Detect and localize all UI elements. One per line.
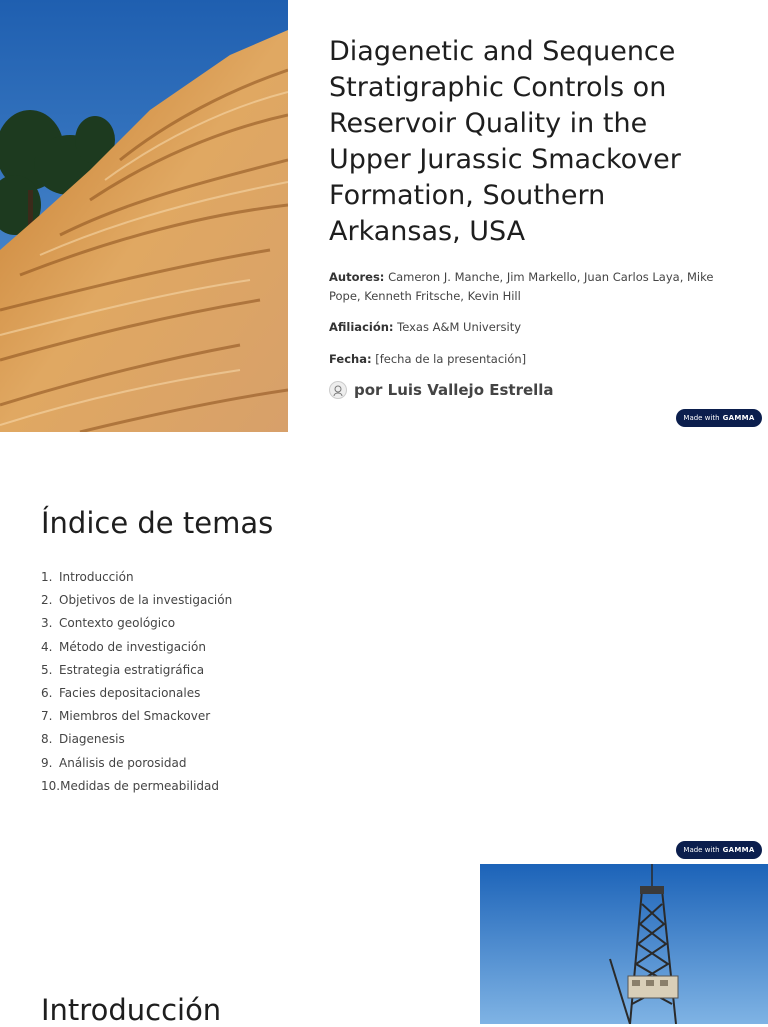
toc-item-number: 3. [41,616,53,631]
sandstone-rock-image [0,0,288,432]
toc-item-number: 6. [41,685,53,700]
toc-slide [0,432,768,864]
intro-slide [0,864,768,1027]
badge-brand: GAMMA [722,414,755,422]
badge-prefix: Made with [683,846,720,854]
toc-item-label: Facies depositacionales [59,685,201,700]
toc-item-label: Análisis de porosidad [59,755,187,770]
toc-item-number: 9. [41,755,53,770]
presenter-line [329,381,554,399]
toc-item-number: 2. [41,593,53,608]
toc-item-label: Contexto geológico [59,616,176,631]
date-value: [fecha de la presentación] [375,352,527,366]
toc-item-label: Diagenesis [59,732,125,747]
affiliation-line [329,318,729,337]
affiliation-label: Afiliación: [329,320,394,334]
badge-brand: GAMMA [722,846,755,854]
toc-item [41,728,232,751]
toc-item-number: 7. [41,709,53,724]
toc-item [41,566,232,589]
toc-item [41,775,232,798]
made-with-gamma-badge[interactable] [676,409,762,427]
toc-item [41,705,232,728]
authors-label: Autores: [329,270,385,284]
toc-item [41,659,232,682]
toc-item-label: Introducción [59,570,134,584]
toc-item-label: Objetivos de la investigación [59,593,233,608]
badge-prefix: Made with [683,414,720,422]
toc-item [41,636,232,659]
toc-item-number: 1. [41,570,53,584]
avatar-icon [329,381,347,399]
presenter-name: por Luis Vallejo Estrella [354,381,554,399]
toc-item [41,752,232,775]
toc-item-number: 10. [41,778,61,793]
oil-rig-image [480,864,768,1024]
date-line [329,350,729,369]
title-slide [0,0,768,432]
toc-item [41,682,232,705]
toc-item-label: Método de investigación [59,639,206,654]
intro-title: Introducción [41,993,222,1027]
authors-value: Cameron J. Manche, Jim Markello, Juan Carlos Laya, Mike Pope, Kenneth Fritsche, Kevin Hill [329,270,714,303]
toc-item-label: Estrategia estratigráfica [59,662,205,677]
presentation-title: Diagenetic and Sequence Stratigraphic Controls on Reservoir Quality in the Upper Jurassic Smackover Formation, Southern Arkansas, USA [329,36,681,247]
toc-item-number: 5. [41,662,53,677]
affiliation-value: Texas A&M University [397,320,522,334]
toc-item-number: 8. [41,732,53,747]
toc-item-label: Medidas de permeabilidad [60,778,219,793]
toc-item [41,589,232,612]
date-label: Fecha: [329,352,372,366]
toc-item [41,612,232,635]
made-with-gamma-badge[interactable] [676,841,762,859]
toc-list [41,566,232,798]
toc-title: Índice de temas [41,506,274,540]
toc-item-label: Miembros del Smackover [59,709,211,724]
toc-item-number: 4. [41,639,53,654]
authors-line [329,268,729,306]
